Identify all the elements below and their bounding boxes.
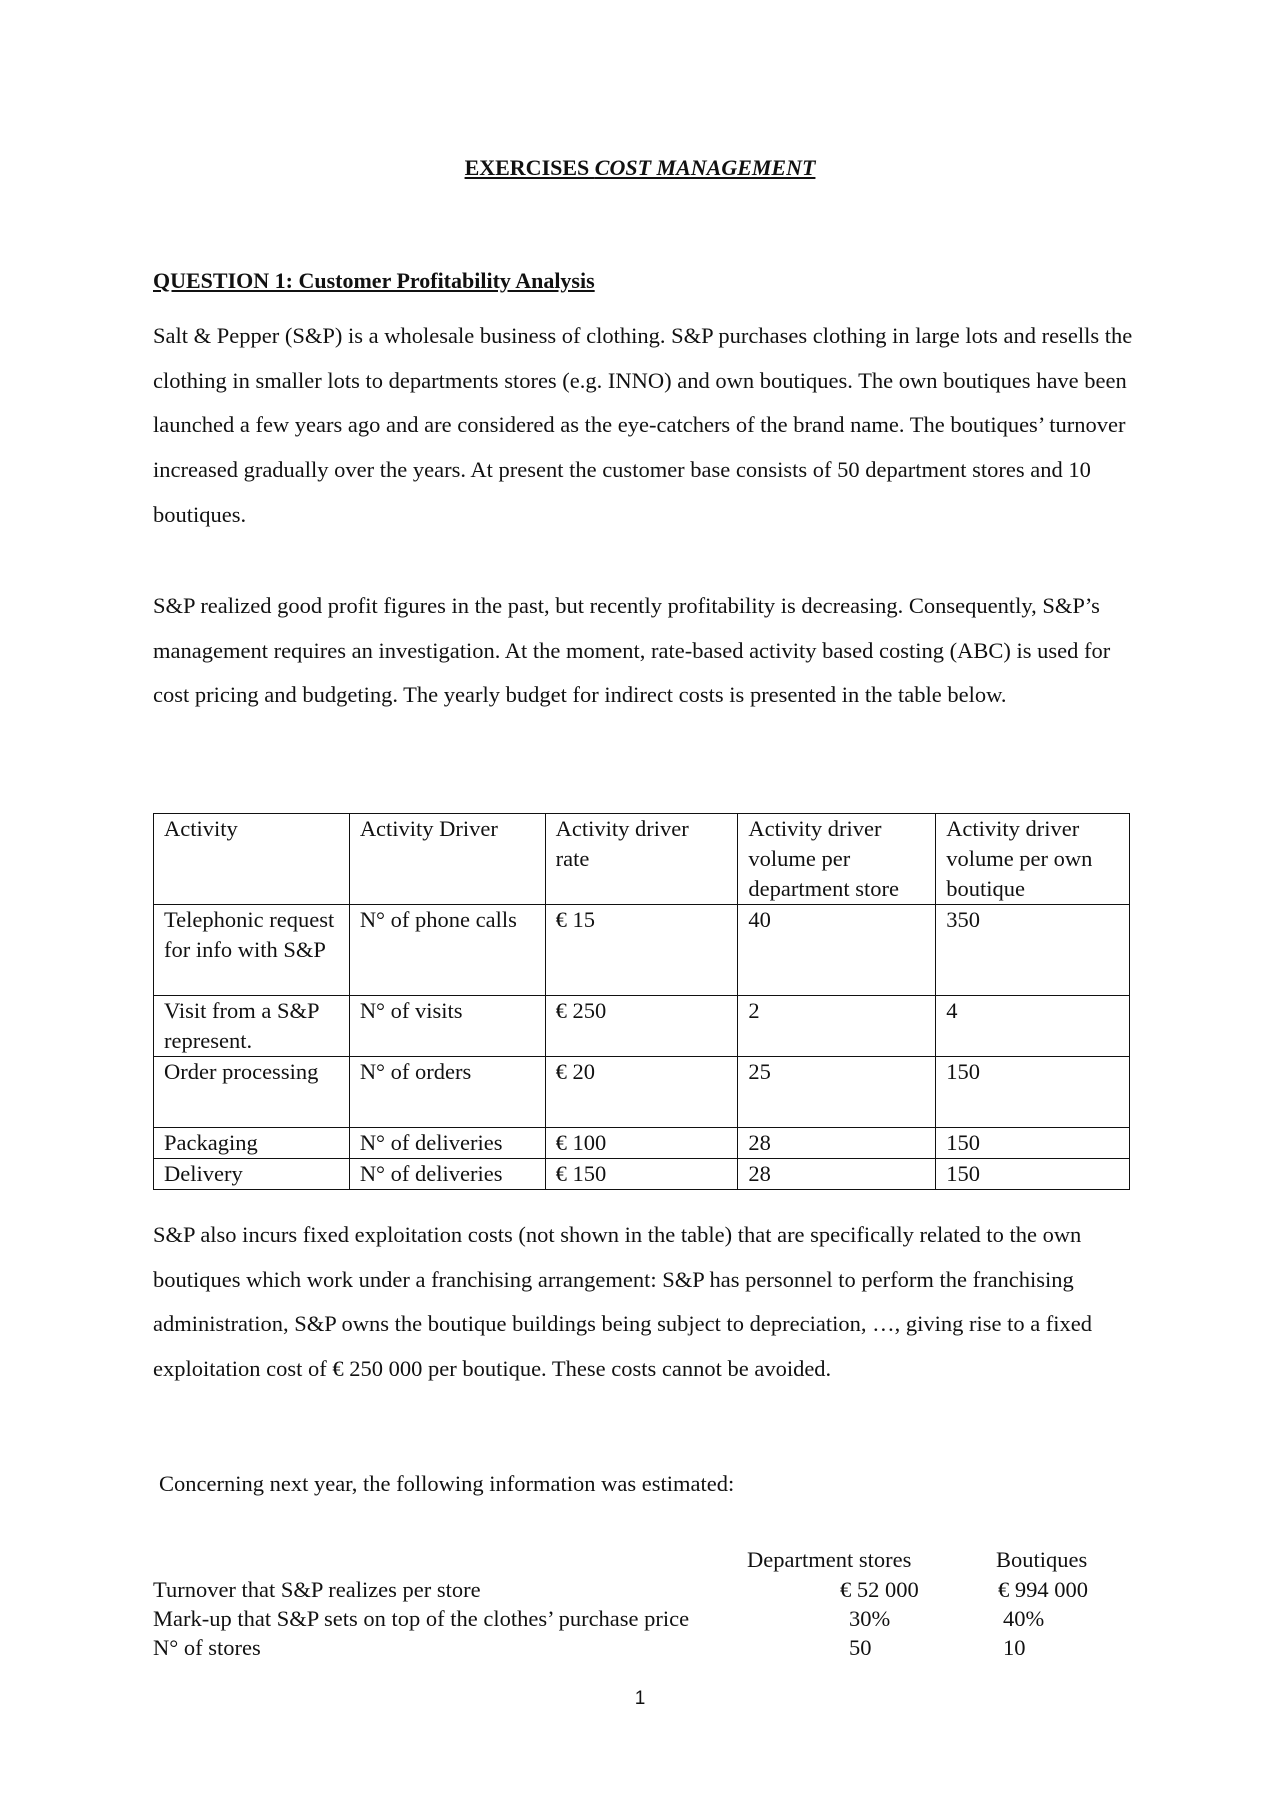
table-header-row xyxy=(154,814,1130,905)
next-year-paragraph: Concerning next year, the following information was estimated: xyxy=(159,1471,735,1496)
estimate-col-header-boutique: Boutiques xyxy=(996,1547,1088,1572)
table-cell: € 15 xyxy=(545,905,738,996)
estimate-row-label: Mark-up that S&P sets on top of the clothes’ purchase price xyxy=(153,1606,690,1631)
table-cell: 150 xyxy=(936,1159,1130,1190)
table-cell: N° of deliveries xyxy=(349,1128,545,1159)
table-cell: 28 xyxy=(738,1128,936,1159)
table-cell: 40 xyxy=(738,905,936,996)
header-cell: Activity driver rate xyxy=(545,814,738,905)
table-row xyxy=(154,996,1130,1057)
table-cell: € 250 xyxy=(545,996,738,1057)
header-cell: Activity driver volume per own boutique xyxy=(936,814,1130,905)
table-cell: N° of visits xyxy=(349,996,545,1057)
title-plain: EXERCISES xyxy=(464,155,595,180)
table-row xyxy=(154,1159,1130,1190)
fixed-costs-paragraph: S&P also incurs fixed exploitation costs (not shown in the table) that are specifically related to the own boutiques which work under a franchising arrangement: S&P has personnel to perform the franchising administration, S&P owns the boutique buildings being subject to depreciation, …, giving rise to a fixed exploitation cost of € 250 000 per boutique. These costs cannot be avoided. xyxy=(153,1222,1093,1382)
table-cell: N° of phone calls xyxy=(349,905,545,996)
activity-table xyxy=(153,813,1130,1190)
table-cell: Visit from a S&P represent. xyxy=(154,996,350,1057)
question-heading: QUESTION 1: Customer Profitability Analysis xyxy=(153,268,595,293)
table-cell: 28 xyxy=(738,1159,936,1190)
estimate-boutique-value: 10 xyxy=(1003,1635,1026,1660)
page-number: 1 xyxy=(634,1688,646,1709)
header-cell: Activity Driver xyxy=(349,814,545,905)
table-row xyxy=(154,905,1130,996)
table-row xyxy=(154,1057,1130,1128)
table-cell: N° of deliveries xyxy=(349,1159,545,1190)
estimate-col-header-dept: Department stores xyxy=(747,1547,912,1572)
table-cell: 2 xyxy=(738,996,936,1057)
header-cell: Activity xyxy=(154,814,350,905)
intro-paragraph: Salt & Pepper (S&P) is a wholesale business of clothing. S&P purchases clothing in large lots and resells the clothing in smaller lots to departments stores (e.g. INNO) and own boutiques. The own boutiques have been launched a few years ago and are considered as the eye-catchers of the brand name. The boutiques’ turnover increased gradually over the years. At present the customer base consists of 50 department stores and 10 boutiques. xyxy=(153,323,1133,527)
estimate-row-label: Turnover that S&P realizes per store xyxy=(153,1577,481,1602)
table-cell: € 150 xyxy=(545,1159,738,1190)
profit-paragraph: S&P realized good profit figures in the past, but recently profitability is decreasing. Consequently, S&P’s management requires an investigation. At the moment, rate-based activity based costing (ABC) is used for cost pricing and budgeting. The yearly budget for indirect costs is presented in the table below. xyxy=(153,593,1111,708)
table-cell: 150 xyxy=(936,1057,1130,1128)
table-cell: Delivery xyxy=(154,1159,350,1190)
title-italic: COST MANAGEMENT xyxy=(594,155,816,180)
table-cell: Order processing xyxy=(154,1057,350,1128)
estimate-dept-value: € 52 000 xyxy=(840,1577,919,1602)
header-cell: Activity driver volume per department store xyxy=(738,814,936,905)
table-cell: € 20 xyxy=(545,1057,738,1128)
table-cell: N° of orders xyxy=(349,1057,545,1128)
table-cell: Packaging xyxy=(154,1128,350,1159)
table-cell: Telephonic request for info with S&P xyxy=(154,905,350,996)
page-title xyxy=(0,153,1280,183)
estimate-boutique-value: € 994 000 xyxy=(998,1577,1088,1602)
table-row xyxy=(154,1128,1130,1159)
estimate-row-label: N° of stores xyxy=(153,1635,261,1660)
estimate-boutique-value: 40% xyxy=(1003,1606,1045,1631)
estimate-dept-value: 30% xyxy=(849,1606,891,1631)
estimate-dept-value: 50 xyxy=(849,1635,872,1660)
table-cell: 25 xyxy=(738,1057,936,1128)
table-cell: 150 xyxy=(936,1128,1130,1159)
table-cell: € 100 xyxy=(545,1128,738,1159)
table-cell: 4 xyxy=(936,996,1130,1057)
table-cell: 350 xyxy=(936,905,1130,996)
